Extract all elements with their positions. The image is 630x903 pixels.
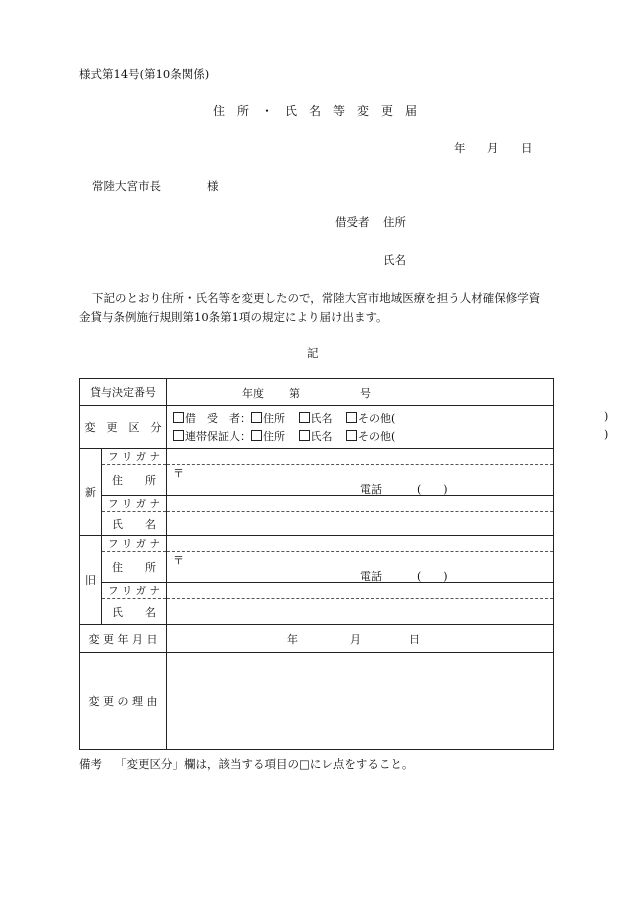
new-furigana-address-field[interactable] — [167, 449, 554, 465]
old-section-label: 旧 — [80, 536, 102, 625]
note-label: 備考 — [79, 757, 102, 771]
guarantor-label: 連帯保証人 — [185, 430, 240, 443]
guarantor-address-checkbox[interactable] — [251, 430, 262, 441]
old-address-field[interactable] — [167, 552, 554, 583]
opt-other-label: その他( — [358, 430, 396, 443]
new-name-label: 氏 名 — [102, 512, 167, 536]
ki-label: 記 — [307, 346, 319, 360]
change-date-label: 変 更 年 月 日 — [80, 625, 167, 653]
form-number: 様式第14号(第10条関係) — [79, 67, 210, 81]
new-address-label: 住 所 — [102, 465, 167, 496]
date-day-label: 日 — [521, 141, 533, 155]
guarantor-checkbox[interactable] — [173, 430, 184, 441]
borrower-name-checkbox[interactable] — [299, 412, 310, 423]
opt-address-label: 住所 — [263, 412, 285, 425]
new-postal-mark: 〒 — [173, 467, 184, 480]
borrower-checkbox[interactable] — [173, 412, 184, 423]
loan-go-label: 号 — [360, 387, 371, 400]
loan-dai-label: 第 — [289, 387, 300, 400]
old-phone-field[interactable]: ( ) — [417, 570, 448, 583]
change-form-table — [79, 378, 609, 750]
applicant-label: 借受者 — [335, 215, 370, 229]
old-name-label: 氏 名 — [102, 599, 167, 625]
addressee-suffix: 様 — [207, 179, 219, 193]
applicant-name-label: 氏名 — [383, 253, 406, 267]
change-date-field[interactable] — [167, 625, 554, 653]
note-text: 「変更区分」欄は，該当する項目の□にレ点をすること。 — [115, 757, 414, 771]
change-date-day: 日 — [409, 633, 420, 646]
change-reason-field[interactable] — [167, 653, 554, 750]
change-type-label: 変 更 区 分 — [80, 406, 167, 449]
borrower-label: 借 受 者 — [185, 412, 240, 425]
colon: ： — [240, 412, 251, 425]
applicant-address-label: 住所 — [383, 215, 406, 229]
change-reason-label: 変 更 の 理 由 — [80, 653, 167, 750]
date-month-label: 月 — [487, 141, 499, 155]
new-phone-field[interactable]: ( ) — [417, 483, 448, 496]
guarantor-other-checkbox[interactable] — [346, 430, 357, 441]
old-name-field[interactable] — [167, 599, 554, 625]
date-year-label: 年 — [454, 141, 466, 155]
guarantor-name-checkbox[interactable] — [299, 430, 310, 441]
old-furigana-address-label: フ リ ガ ナ — [102, 536, 167, 552]
change-type-row-borrower — [173, 410, 395, 426]
new-section-label: 新 — [80, 449, 102, 536]
change-date-month: 月 — [350, 633, 361, 646]
old-furigana-name-label: フ リ ガ ナ — [102, 583, 167, 599]
opt-name-label: 氏名 — [310, 412, 333, 425]
borrower-address-checkbox[interactable] — [251, 412, 262, 423]
borrower-other-close-paren: ) — [604, 410, 609, 423]
new-furigana-name-field[interactable] — [167, 496, 554, 512]
change-date-year: 年 — [287, 633, 298, 646]
body-paragraph-line1: 下記のとおり住所・氏名等を変更したので，常陸大宮市地域医療を担う人材確保修学資 — [92, 291, 541, 305]
body-paragraph-line2: 金貸与条例施行規則第10条第1項の規定により届け出ます。 — [79, 310, 388, 324]
change-type-row-guarantor — [173, 428, 395, 444]
old-postal-mark: 〒 — [173, 554, 184, 567]
opt-other-label: その他( — [358, 412, 396, 425]
loan-number-field[interactable] — [167, 379, 554, 406]
old-furigana-name-field[interactable] — [167, 583, 554, 599]
new-address-field[interactable] — [167, 465, 554, 496]
old-address-label: 住 所 — [102, 552, 167, 583]
document-title: 住 所 ・ 氏 名 等 変 更 届 — [213, 104, 418, 118]
borrower-other-checkbox[interactable] — [346, 412, 357, 423]
new-name-field[interactable] — [167, 512, 554, 536]
old-phone-label: 電話 — [360, 570, 382, 583]
addressee: 常陸大宮市長 — [92, 179, 161, 193]
colon: ： — [240, 430, 251, 443]
opt-address-label: 住所 — [263, 430, 285, 443]
new-phone-label: 電話 — [360, 483, 382, 496]
new-furigana-name-label: フ リ ガ ナ — [102, 496, 167, 512]
loan-year-label: 年度 — [242, 387, 264, 400]
new-furigana-address-label: フ リ ガ ナ — [102, 449, 167, 465]
loan-number-label: 貸与決定番号 — [80, 379, 167, 406]
old-furigana-address-field[interactable] — [167, 536, 554, 552]
opt-name-label: 氏名 — [310, 430, 333, 443]
guarantor-other-close-paren: ) — [604, 428, 609, 441]
change-type-field — [167, 406, 609, 449]
